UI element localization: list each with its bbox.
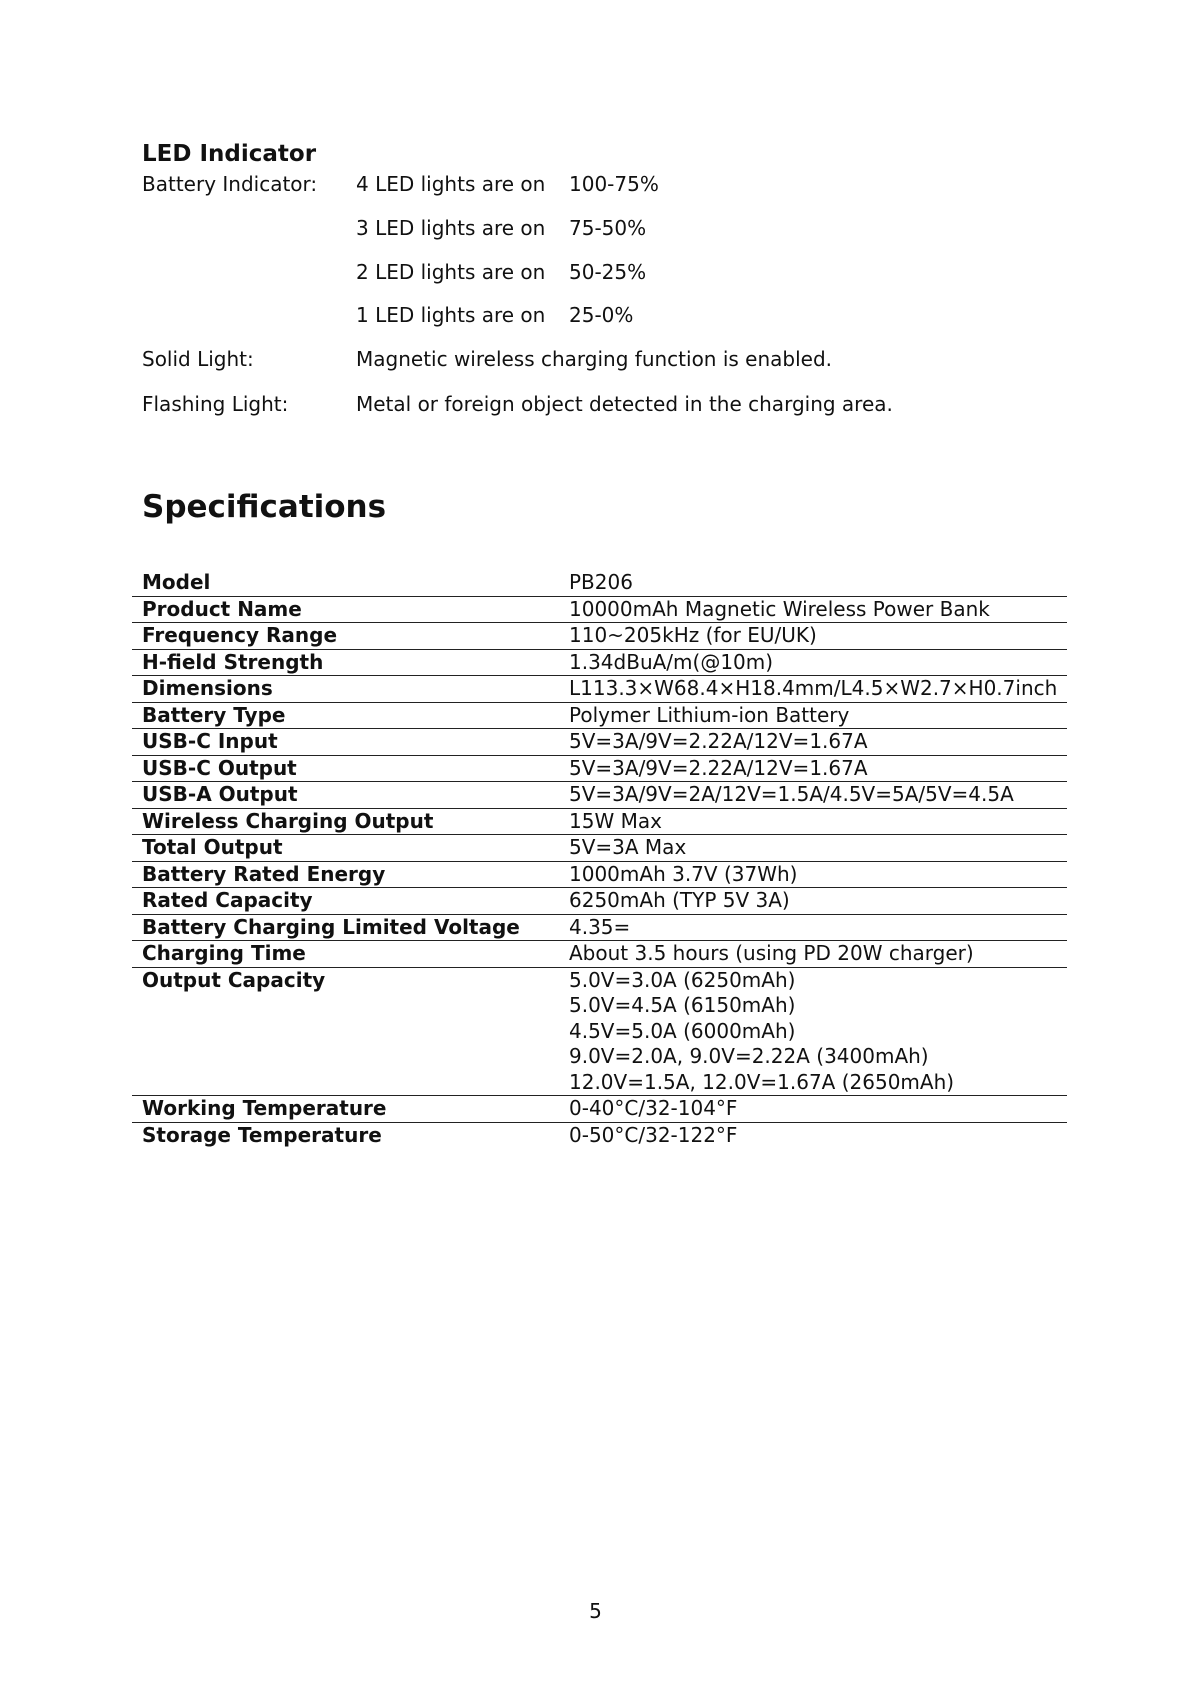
- spec-label: Dimensions: [132, 676, 559, 703]
- spec-label: Charging Time: [132, 941, 559, 968]
- spec-value: 5V=3A/9V=2.22A/12V=1.67A: [559, 755, 1067, 782]
- table-row: [132, 702, 1067, 729]
- spec-label: Working Temperature: [132, 1096, 559, 1123]
- spec-value: 15W Max: [559, 808, 1067, 835]
- specifications-table: [132, 570, 1067, 1148]
- output-capacity-line: 9.0V=2.0A, 9.0V=2.22A (3400mAh): [569, 1044, 929, 1068]
- led-indicator-heading: LED Indicator: [142, 141, 317, 167]
- spec-label: Rated Capacity: [132, 888, 559, 915]
- spec-label: Battery Charging Limited Voltage: [132, 914, 559, 941]
- led-range: 100-75%: [569, 172, 659, 196]
- spec-label: Storage Temperature: [142, 1122, 382, 1147]
- led-state: 4 LED lights are on: [356, 172, 546, 196]
- spec-label: Frequency Range: [132, 623, 559, 650]
- spec-label: Battery Type: [132, 702, 559, 729]
- table-row: [132, 782, 1067, 809]
- led-state: 1 LED lights are on: [356, 303, 546, 327]
- spec-value: 0-40°C/32-104°F: [559, 1096, 1067, 1123]
- spec-label: USB-C Output: [132, 755, 559, 782]
- spec-value: Polymer Lithium-ion Battery: [559, 702, 1067, 729]
- spec-value: 1000mAh 3.7V (37Wh): [559, 861, 1067, 888]
- spec-label: USB-A Output: [132, 782, 559, 809]
- table-row: [132, 1096, 1067, 1123]
- spec-value: 5V=3A/9V=2.22A/12V=1.67A: [559, 729, 1067, 756]
- spec-label: Product Name: [132, 596, 559, 623]
- page-number: 5: [589, 1599, 602, 1623]
- table-row: [132, 755, 1067, 782]
- spec-value: About 3.5 hours (using PD 20W charger): [559, 941, 1067, 968]
- spec-label: H-field Strength: [132, 649, 559, 676]
- spec-label: Battery Rated Energy: [132, 861, 559, 888]
- spec-label: Total Output: [132, 835, 559, 862]
- table-row: [132, 835, 1067, 862]
- table-row: [132, 1122, 1067, 1148]
- spec-value: 0-50°C/32-122°F: [569, 1122, 738, 1147]
- output-capacity-line: 12.0V=1.5A, 12.0V=1.67A (2650mAh): [569, 1069, 955, 1094]
- solid-light-label: Solid Light:: [142, 347, 254, 371]
- table-row: [132, 861, 1067, 888]
- spec-value: 5V=3A Max: [559, 835, 1067, 862]
- table-row: [132, 729, 1067, 756]
- spec-value: 10000mAh Magnetic Wireless Power Bank: [559, 596, 1067, 623]
- table-row: [132, 596, 1067, 623]
- spec-value: 1.34dBuA/m(@10m): [559, 649, 1067, 676]
- output-capacity-line: 4.5V=5.0A (6000mAh): [569, 1018, 796, 1043]
- led-range: 50-25%: [569, 260, 647, 284]
- table-row: [132, 676, 1067, 703]
- spec-value: L113.3×W68.4×H18.4mm/L4.5×W2.7×H0.7inch: [559, 676, 1067, 703]
- spec-value: PB206: [559, 570, 1067, 596]
- battery-indicator-label: Battery Indicator:: [142, 172, 318, 196]
- output-capacity-line: 5.0V=4.5A (6150mAh): [569, 993, 796, 1017]
- table-row: [132, 570, 1067, 596]
- spec-label: Wireless Charging Output: [132, 808, 559, 835]
- table-row: [132, 914, 1067, 941]
- spec-value: 6250mAh (TYP 5V 3A): [559, 888, 1067, 915]
- spec-value-multiline: [559, 967, 1067, 1096]
- flashing-light-text: Metal or foreign object detected in the charging area.: [356, 392, 893, 416]
- spec-label: Output Capacity: [132, 967, 559, 1096]
- table-row: [132, 888, 1067, 915]
- led-range: 25-0%: [569, 303, 634, 327]
- spec-label: Model: [132, 570, 559, 596]
- spec-value: 110~205kHz (for EU/UK): [559, 623, 1067, 650]
- led-state: 3 LED lights are on: [356, 216, 546, 240]
- specifications-heading: Specifications: [142, 489, 387, 525]
- flashing-light-label: Flashing Light:: [142, 392, 289, 416]
- output-capacity-line: 5.0V=3.0A (6250mAh): [569, 967, 796, 992]
- table-row: [132, 623, 1067, 650]
- table-row: [132, 808, 1067, 835]
- spec-value: 5V=3A/9V=2A/12V=1.5A/4.5V=5A/5V=4.5A: [559, 782, 1067, 809]
- solid-light-text: Magnetic wireless charging function is enabled.: [356, 347, 833, 371]
- led-state: 2 LED lights are on: [356, 260, 546, 284]
- table-row-output-capacity: [132, 967, 1067, 1096]
- spec-label: USB-C Input: [132, 729, 559, 756]
- spec-value: 4.35=: [559, 914, 1067, 941]
- table-row: [132, 941, 1067, 968]
- led-range: 75-50%: [569, 216, 647, 240]
- table-row: [132, 649, 1067, 676]
